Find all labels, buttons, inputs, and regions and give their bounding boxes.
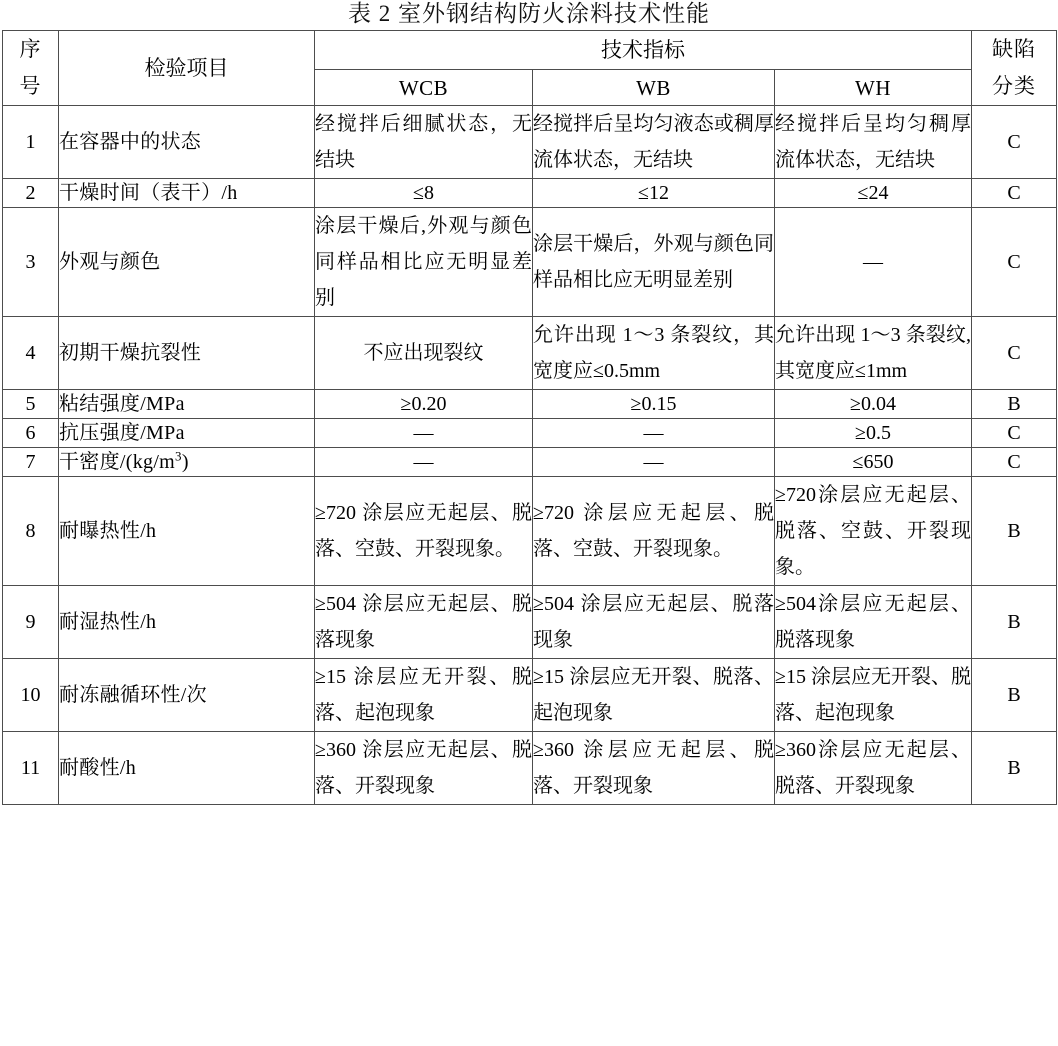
cell-wb-value: ≤12	[533, 179, 775, 208]
cell-wb-value: ≥15 涂层应无开裂、脱落、起泡现象	[533, 659, 775, 732]
cell-wcb-value: —	[315, 448, 533, 477]
cell-serial-number: 4	[3, 317, 59, 390]
table-row	[3, 106, 1057, 179]
cell-defect-class: B	[972, 659, 1057, 732]
spec-table	[2, 30, 1057, 805]
cell-wh-value: 允许出现 1～3 条裂纹,其宽度应≤1mm	[775, 317, 972, 390]
column-header-inspection-item: 检验项目	[59, 31, 315, 106]
cell-defect-class: C	[972, 179, 1057, 208]
cell-serial-number: 7	[3, 448, 59, 477]
table-row	[3, 208, 1057, 317]
cell-inspection-item: 外观与颜色	[59, 208, 315, 317]
cell-inspection-item: 干燥时间（表干）/h	[59, 179, 315, 208]
table-row	[3, 477, 1057, 586]
cell-serial-number: 5	[3, 390, 59, 419]
cell-defect-class: C	[972, 317, 1057, 390]
cell-wb-value: ≥360 涂层应无起层、脱落、开裂现象	[533, 732, 775, 805]
cell-wcb-value: ≤8	[315, 179, 533, 208]
cell-wh-value: —	[775, 208, 972, 317]
table-head	[3, 31, 1057, 106]
cell-serial-number: 1	[3, 106, 59, 179]
cell-serial-number: 8	[3, 477, 59, 586]
table-row	[3, 179, 1057, 208]
table-row	[3, 586, 1057, 659]
cell-wcb-value: ≥15 涂层应无开裂、脱落、起泡现象	[315, 659, 533, 732]
cell-defect-class: B	[972, 732, 1057, 805]
table-row	[3, 390, 1057, 419]
cell-wh-value: ≥504涂层应无起层、脱落现象	[775, 586, 972, 659]
cell-inspection-item: 耐酸性/h	[59, 732, 315, 805]
table-row	[3, 659, 1057, 732]
table-row	[3, 732, 1057, 805]
cell-wcb-value: ≥360 涂层应无起层、脱落、开裂现象	[315, 732, 533, 805]
cell-defect-class: C	[972, 419, 1057, 448]
cell-wb-value: 经搅拌后呈均匀液态或稠厚流体状态，无结块	[533, 106, 775, 179]
defect-class-label-line2: 分类	[992, 74, 1037, 98]
cell-wh-value: ≥720涂层应无起层、脱落、空鼓、开裂现象。	[775, 477, 972, 586]
cell-defect-class: B	[972, 390, 1057, 419]
cell-wh-value: ≤650	[775, 448, 972, 477]
column-header-defect-class	[972, 31, 1057, 106]
serial-number-label-line2: 号	[19, 74, 42, 98]
cell-wb-value: ≥720 涂层应无起层、脱落、空鼓、开裂现象。	[533, 477, 775, 586]
cell-wh-value: ≥0.04	[775, 390, 972, 419]
table-row	[3, 419, 1057, 448]
cell-inspection-item: 耐曝热性/h	[59, 477, 315, 586]
cell-inspection-item: 耐湿热性/h	[59, 586, 315, 659]
cell-serial-number: 10	[3, 659, 59, 732]
cell-wh-value: ≥360涂层应无起层、脱落、开裂现象	[775, 732, 972, 805]
cell-defect-class: C	[972, 208, 1057, 317]
cell-wb-value: ≥504 涂层应无起层、脱落现象	[533, 586, 775, 659]
cell-wcb-value: —	[315, 419, 533, 448]
cell-serial-number: 6	[3, 419, 59, 448]
column-header-wcb: WCB	[315, 70, 533, 106]
cell-wb-value: 允许出现 1～3 条裂纹，其宽度应≤0.5mm	[533, 317, 775, 390]
cell-wcb-value: 经搅拌后细腻状态，无结块	[315, 106, 533, 179]
column-header-technical-index: 技术指标	[315, 31, 972, 70]
cell-wcb-value: 不应出现裂纹	[315, 317, 533, 390]
table-body	[3, 106, 1057, 805]
cell-wb-value: —	[533, 419, 775, 448]
cell-inspection-item: 抗压强度/MPa	[59, 419, 315, 448]
cell-inspection-item: 耐冻融循环性/次	[59, 659, 315, 732]
cell-wcb-value: 涂层干燥后,外观与颜色同样品相比应无明显差别	[315, 208, 533, 317]
cell-inspection-item: 干密度$/(kg/m^3)$	[59, 448, 315, 477]
cell-wcb-value: ≥504 涂层应无起层、脱落现象	[315, 586, 533, 659]
cell-defect-class: C	[972, 106, 1057, 179]
table-title: 表 2 室外钢结构防火涂料技术性能	[348, 1, 710, 26]
cell-serial-number: 11	[3, 732, 59, 805]
column-header-serial-number	[3, 31, 59, 106]
cell-wb-value: 涂层干燥后，外观与颜色同样品相比应无明显差别	[533, 208, 775, 317]
cell-wh-value: ≤24	[775, 179, 972, 208]
cell-serial-number: 9	[3, 586, 59, 659]
header-row-top	[3, 31, 1057, 70]
cell-defect-class: B	[972, 586, 1057, 659]
cell-inspection-item: 在容器中的状态	[59, 106, 315, 179]
cell-defect-class: C	[972, 448, 1057, 477]
cell-serial-number: 3	[3, 208, 59, 317]
cell-wh-value: ≥0.5	[775, 419, 972, 448]
cell-wcb-value: ≥0.20	[315, 390, 533, 419]
cell-wh-value: ≥15 涂层应无开裂、脱落、起泡现象	[775, 659, 972, 732]
cell-wb-value: ≥0.15	[533, 390, 775, 419]
defect-class-label-line1: 缺陷	[992, 37, 1037, 61]
cell-inspection-item: 粘结强度/MPa	[59, 390, 315, 419]
cell-wh-value: 经搅拌后呈均匀稠厚流体状态，无结块	[775, 106, 972, 179]
cell-defect-class: B	[972, 477, 1057, 586]
cell-serial-number: 2	[3, 179, 59, 208]
column-header-wb: WB	[533, 70, 775, 106]
table-row	[3, 448, 1057, 477]
cell-wb-value: —	[533, 448, 775, 477]
column-header-wh: WH	[775, 70, 972, 106]
cell-inspection-item: 初期干燥抗裂性	[59, 317, 315, 390]
cell-wcb-value: ≥720 涂层应无起层、脱落、空鼓、开裂现象。	[315, 477, 533, 586]
table-row	[3, 317, 1057, 390]
serial-number-label-line1: 序	[19, 37, 42, 61]
